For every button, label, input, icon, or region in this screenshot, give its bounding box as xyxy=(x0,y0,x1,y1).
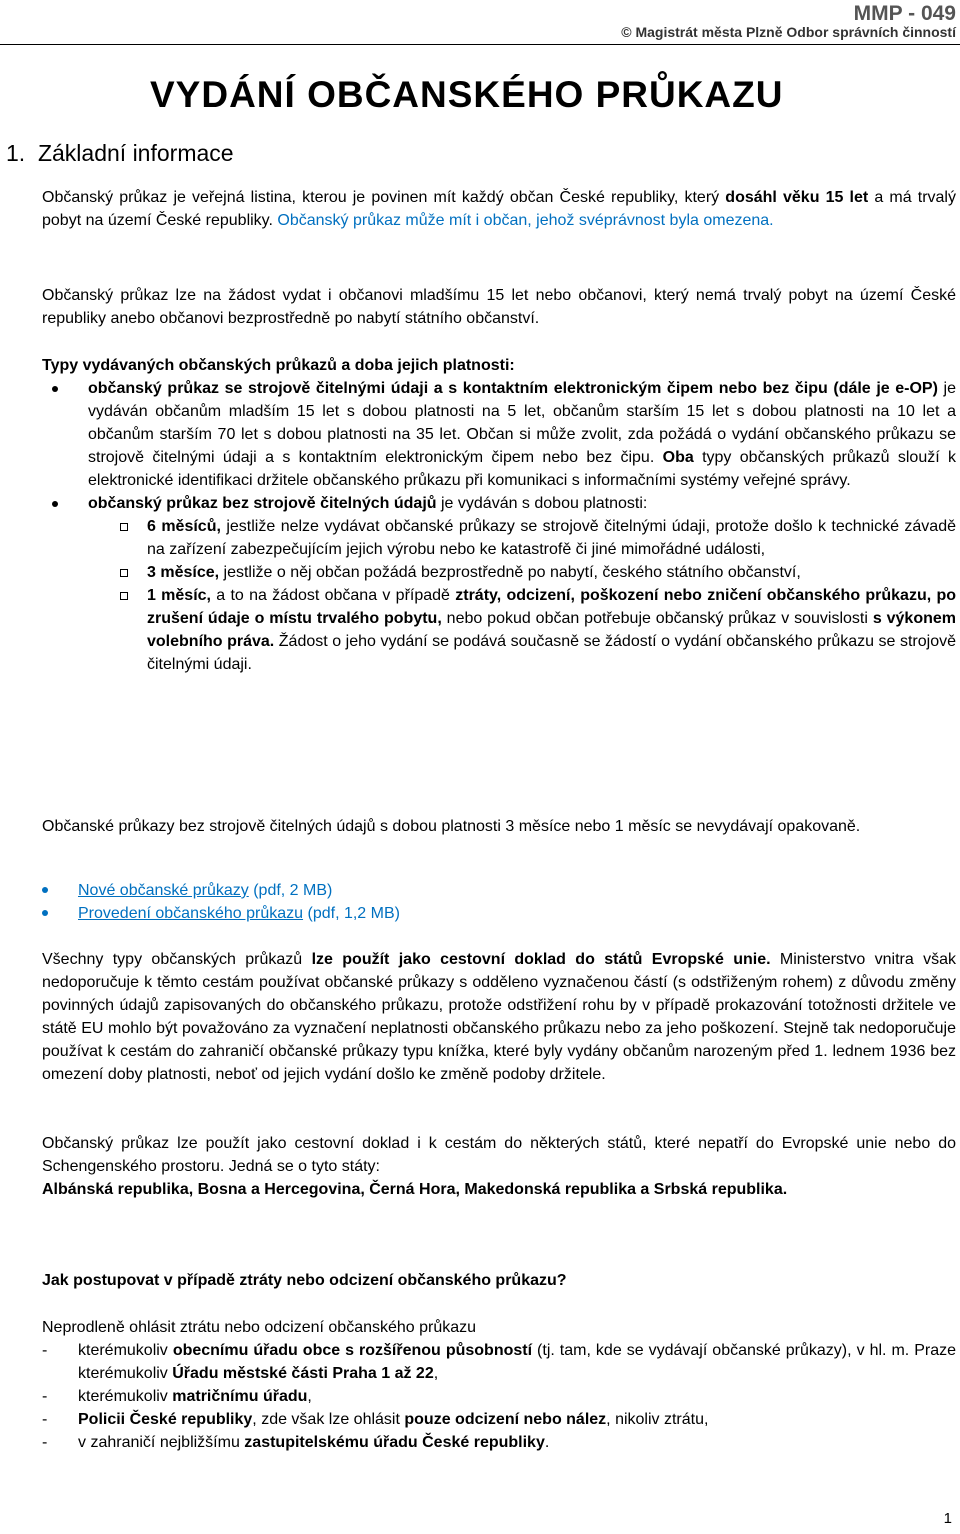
text-bold: Oba xyxy=(662,449,694,466)
text-bold: obecnímu úřadu obce s rozšířenou působností xyxy=(172,1342,533,1359)
links-list xyxy=(42,879,956,925)
travel-other-paragraph: Občanský průkaz lze použít jako cestovní doklad i k cestám do některých států, které nepatří do Evropské unie nebo do Schengenského prostoru. Jedná se o tyto státy: xyxy=(42,1135,956,1175)
text: Občanský průkaz je veřejná listina, kterou je povinen mít každý občan České republiky, který xyxy=(42,189,726,206)
text: Všechny typy občanských průkazů xyxy=(42,951,312,968)
text: Ministerstvo vnitra však nedoporučuje k těmto cestám používat občanské průkazy s odděleno vyznačenou částí (s odstřiženým rohem) z důvodu změny povinných údajů zapisovaných do občanského průkazu, protože odstřižení rohu by v případě prokazování totožnosti držitele ve státě EU mohlo být považováno za vyznačení neplatnosti občanského průkazu nebo za jeho poškození. Stejně tak nedoporučuje používat k cestám do zahraničí občanské průkazy typu knížka, které byly vydány občanům narozeným před 1. lednem 1936 bez omezení doby platnosti, neboť od jejich vydání došlo ke změně podoby držitele. xyxy=(42,951,957,1083)
text-bold: Úřadu městské části Praha 1 až 22 xyxy=(172,1365,434,1382)
text: v zahraničí nejbližšímu xyxy=(78,1434,245,1451)
dash-marker: - xyxy=(42,1434,48,1451)
link-id-card-design[interactable]: Provedení občanského průkazu xyxy=(78,905,304,922)
text: kterémukoliv xyxy=(78,1388,173,1405)
bullet-icon xyxy=(52,386,58,392)
list-item xyxy=(42,1431,956,1454)
list-item xyxy=(88,561,956,584)
list-item xyxy=(88,515,956,561)
loss-list xyxy=(42,1339,956,1454)
text: typy občanských průkazů slouží k elektronické identifikaci držitele občanského průkazu při komunikaci s informačními systémy veřejné správy. xyxy=(88,449,956,489)
list-item xyxy=(42,1339,956,1385)
document-code: MMP - 049 xyxy=(853,2,956,25)
list-item xyxy=(42,1408,956,1431)
no-repeat-paragraph: Občanské průkazy bez strojově čitelných údajů s dobou platnosti 3 měsíce nebo 1 měsíc se nevydávají opakovaně. xyxy=(42,818,861,835)
page-number: 1 xyxy=(943,1510,952,1527)
text-bold: ztráty, odcizení, poškození nebo zničení občanského průkazu, po zrušení údaje o místu trvalého pobytu, xyxy=(147,587,957,627)
intro-paragraph-2: Občanský průkaz lze na žádost vydat i občanovi mladšímu 15 let nebo občanovi, který nemá trvalý pobyt na území České republiky anebo občanovi bezprostředně po nabytí státního občanství. xyxy=(42,287,956,327)
intro-paragraph-1 xyxy=(42,186,956,232)
office-name: © Magistrát města Plzně Odbor správních činností xyxy=(621,24,956,40)
text-bold: zastupitelskému úřadu České republiky xyxy=(244,1434,545,1451)
text: a má trvalý pobyt na území České republiky. xyxy=(42,189,956,229)
square-bullet-icon xyxy=(120,569,128,577)
text: . xyxy=(544,1434,550,1451)
validity-list xyxy=(88,515,956,676)
text-highlight: Občanský průkaz může mít i občan, jehož svéprávnost byla omezena. xyxy=(277,212,774,229)
text: je vydáván občanům mladším 15 let s dobou platnosti na 5 let, občanům starším 15 let s dobou platnosti na 10 let a občanům starším 70 let s dobou platnosti na 35 let. Občan si může zvolit, zda požádá o vydání občanského průkazu se strojově čitelnými údaji a s kontaktním elektronickým čipem nebo bez čipu. xyxy=(88,380,956,466)
bullet-icon xyxy=(42,910,48,916)
list-item xyxy=(42,1385,956,1408)
header-divider xyxy=(0,44,960,45)
square-bullet-icon xyxy=(120,523,128,531)
text-bold: 6 měsíců, xyxy=(147,518,221,535)
text: , xyxy=(433,1365,439,1382)
loss-intro: Neprodleně ohlásit ztrátu nebo odcizení občanského průkazu xyxy=(42,1319,477,1336)
text-bold: dosáhl věku 15 let xyxy=(725,189,869,206)
travel-paragraph xyxy=(42,948,956,1086)
text: jestliže o něj občan požádá bezprostředně po nabytí, českého státního občanství, xyxy=(219,564,801,581)
list-item xyxy=(88,584,956,676)
section-heading xyxy=(6,140,234,167)
text: nebo pokud občan potřebuje občanský průkaz v souvislosti xyxy=(441,610,873,627)
dash-marker: - xyxy=(42,1411,48,1428)
text: , nikoliv ztrátu, xyxy=(606,1411,709,1428)
text-bold: pouze odcizení nebo nález xyxy=(404,1411,607,1428)
list-item xyxy=(42,492,956,676)
text: kterémukoliv xyxy=(78,1342,173,1359)
text: , xyxy=(307,1388,312,1405)
square-bullet-icon xyxy=(120,592,128,600)
section-number: 1. xyxy=(6,140,26,166)
text-bold: 1 měsíc, xyxy=(147,587,211,604)
section-title: Základní informace xyxy=(37,140,234,166)
bullet-icon xyxy=(52,501,58,507)
text-bold: občanský průkaz se strojově čitelnými údaji a s kontaktním elektronickým čipem nebo bez čipu (dále je e-OP) xyxy=(88,380,938,397)
types-list xyxy=(42,377,956,676)
loss-heading: Jak postupovat v případě ztráty nebo odcizení občanského průkazu? xyxy=(42,1272,567,1289)
types-heading: Typy vydávaných občanských průkazů a doba jejich platnosti: xyxy=(42,357,515,374)
text-bold: s výkonem volebního práva. xyxy=(147,610,956,650)
text: a to na žádost občana v případě xyxy=(211,587,456,604)
text-bold: matričnímu úřadu xyxy=(172,1388,308,1405)
link-new-id-cards[interactable]: Nové občanské průkazy xyxy=(78,882,249,899)
text: , zde však lze ohlásit xyxy=(252,1411,405,1428)
link-file-info: (pdf, 2 MB) xyxy=(248,882,333,899)
list-item xyxy=(42,377,956,492)
text: Žádost o jeho vydání se podává současně se žádostí o vydání občanského průkazu se strojově čitelnými údaji. xyxy=(147,633,957,673)
dash-marker: - xyxy=(42,1388,48,1405)
page-title: VYDÁNÍ OBČANSKÉHO PRŮKAZU xyxy=(150,74,784,115)
dash-marker: - xyxy=(42,1342,48,1359)
text-bold: Policii České republiky xyxy=(78,1411,253,1428)
countries-list: Albánská republika, Bosna a Hercegovina, Černá Hora, Makedonská republika a Srbská republika. xyxy=(42,1181,788,1198)
text: jestliže nelze vydávat občanské průkazy se strojově čitelnými údaji, protože došlo k technické závadě na zařízení zabezpečujícím jejich výrobu nebo ke katastrofě či jiné mimořádné události, xyxy=(147,518,956,558)
list-item xyxy=(42,879,956,902)
text-bold: 3 měsíce, xyxy=(147,564,220,581)
link-file-info: (pdf, 1,2 MB) xyxy=(303,905,400,922)
bullet-icon xyxy=(42,887,48,893)
text-bold: lze použít jako cestovní doklad do států Evropské unie. xyxy=(311,951,771,968)
list-item xyxy=(42,902,956,925)
text: je vydáván s dobou platnosti: xyxy=(436,495,648,512)
text-bold: občanský průkaz bez strojově čitelných údajů xyxy=(88,495,437,512)
text: (tj. tam, kde se vydávají občanské průkazy), v hl. m. Praze kterémukoliv xyxy=(78,1342,957,1382)
